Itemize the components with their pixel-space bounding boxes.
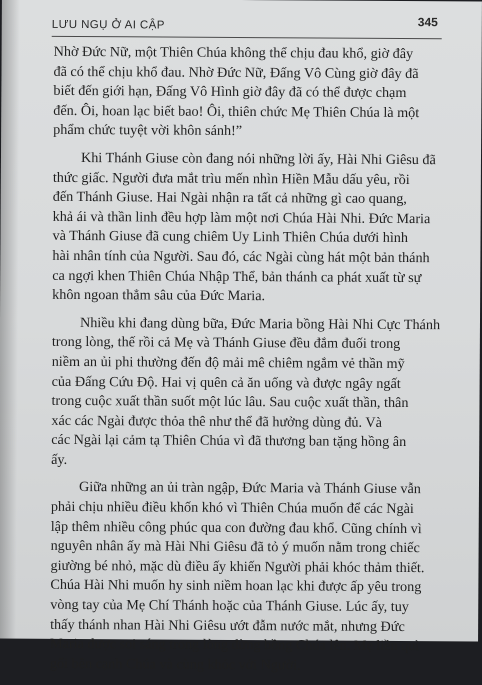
text-line: xác các Ngài được thỏa thê như thể đã hưởng dùng đủ. Và bbox=[51, 412, 382, 431]
text-line: trong cuộc xuất thần suốt một lúc lâu. Sau cuộc xuất thần, thân bbox=[51, 392, 409, 412]
text-line: đến. Ôi, hoan lạc biết bao! Ôi, thiên chức Mẹ Thiên Chúa là một bbox=[53, 102, 420, 121]
text-line: giường bé nhỏ, mặc dù điều ấy khiến Người phải khóc thảm thiết. bbox=[50, 557, 425, 576]
header-rule bbox=[52, 36, 442, 39]
paragraph-4 bbox=[50, 478, 443, 676]
page-number: 345 bbox=[417, 15, 438, 30]
text-line: phẩm chức tuyệt vời khôn sánh!” bbox=[53, 122, 243, 140]
text-line: ca ngợi khen Thiên Chúa Nhập Thể, bản thánh ca phát xuất từ sự bbox=[52, 267, 422, 286]
text-line: đã có thể chịu khổ đau. Nhờ Đức Nữ, Đấng Vô Cùng giờ đây đã bbox=[53, 63, 419, 82]
paragraph-2 bbox=[52, 149, 445, 308]
text-line: thức giấc. Người đưa mắt trìu mến nhìn Hiền Mẫu dấu yêu, rồi bbox=[52, 169, 410, 188]
text-line: Giữa những an ủi tràn ngập, Đức Maria và Thánh Giuse vẫn bbox=[78, 479, 421, 498]
text-line: Maria được soi sáng trong lòng đừng bồng Chúa lên. Mẹ liền quì bbox=[49, 636, 420, 655]
running-header-title: LƯU NGỤ Ở AI CẬP bbox=[51, 18, 165, 32]
text-line: khả ái và thần linh đều hợp làm một nơi Chúa Hài Nhi. Đức Maria bbox=[52, 208, 431, 227]
text-line: các Ngài lại cảm tạ Thiên Chúa vì đã thương ban tặng hồng ân bbox=[51, 432, 407, 451]
text-line: Nhiều khi đang dùng bữa, Đức Maria bồng Hài Nhi Cực Thánh bbox=[79, 314, 441, 333]
text-line: phải chịu nhiều điều khốn khó vì Thiên Chúa muốn để các Ngài bbox=[50, 498, 414, 518]
paragraph-1 bbox=[53, 43, 446, 143]
text-line: vòng tay của Mẹ Chí Thánh hoặc của Thánh Giuse. Lúc ấy, tuy bbox=[50, 596, 409, 616]
page-edge-shadow bbox=[0, 0, 20, 639]
text-line: lập thêm nhiều công phúc qua con đường đau khổ. Cũng chính vì bbox=[50, 518, 422, 537]
text-line: ấy. bbox=[51, 451, 68, 468]
text-line: niềm an ủi phi thường đến độ mải mê chiêm ngắm vẻ thần mỹ bbox=[51, 353, 405, 372]
text-line: trong lòng, thế rồi cả Mẹ và Thánh Giuse đều đắm đuối trong bbox=[51, 334, 401, 353]
running-header bbox=[52, 11, 442, 43]
text-line: khôn ngoan thẳm sâu của Đức Maria. bbox=[52, 286, 266, 305]
text-line: thấy thánh nhan Hài Nhi Giêsu ướt đẫm nước mắt, nhưng Đức bbox=[50, 616, 405, 635]
text-line: của Đấng Cứu Độ. Hai vị quên cả ăn uống và được ngây ngất bbox=[51, 373, 401, 392]
paragraph-3 bbox=[51, 314, 444, 473]
text-line: đến Thánh Giuse. Hai Ngài nhận ra tất cả những gì cao quang, bbox=[52, 189, 407, 208]
text-line: hài nhân tính của Người. Sau đó, các Ngài cùng hát một bản thánh bbox=[52, 247, 430, 267]
text-line: biết đến giới hạn, Đấng Vô Hình giờ đây đã có thể được chạm bbox=[53, 83, 407, 102]
body-text bbox=[50, 43, 446, 685]
text-line: Nhờ Đức Nữ, một Thiên Chúa không thể chịu đau khổ, giờ đây bbox=[53, 43, 414, 63]
text-line: và Thánh Giuse đã cung chiêm Uy Linh Thiên Chúa dưới hình bbox=[52, 228, 409, 247]
text-line: nguyên nhân ấy mà Hài Nhi Giêsu đã tỏ ý muốn nằm trong chiếc bbox=[50, 538, 420, 557]
text-line: Khi Thánh Giuse còn đang nói những lời ấy, Hài Nhi Giêsu đã bbox=[80, 149, 436, 169]
text-line: gối bên cạnh Chúa và cùng khóc với Người. bbox=[49, 655, 301, 674]
text-line: Chúa Hài Nhi muốn hy sinh niềm hoan lạc khi được ấp yêu trong bbox=[50, 577, 422, 596]
